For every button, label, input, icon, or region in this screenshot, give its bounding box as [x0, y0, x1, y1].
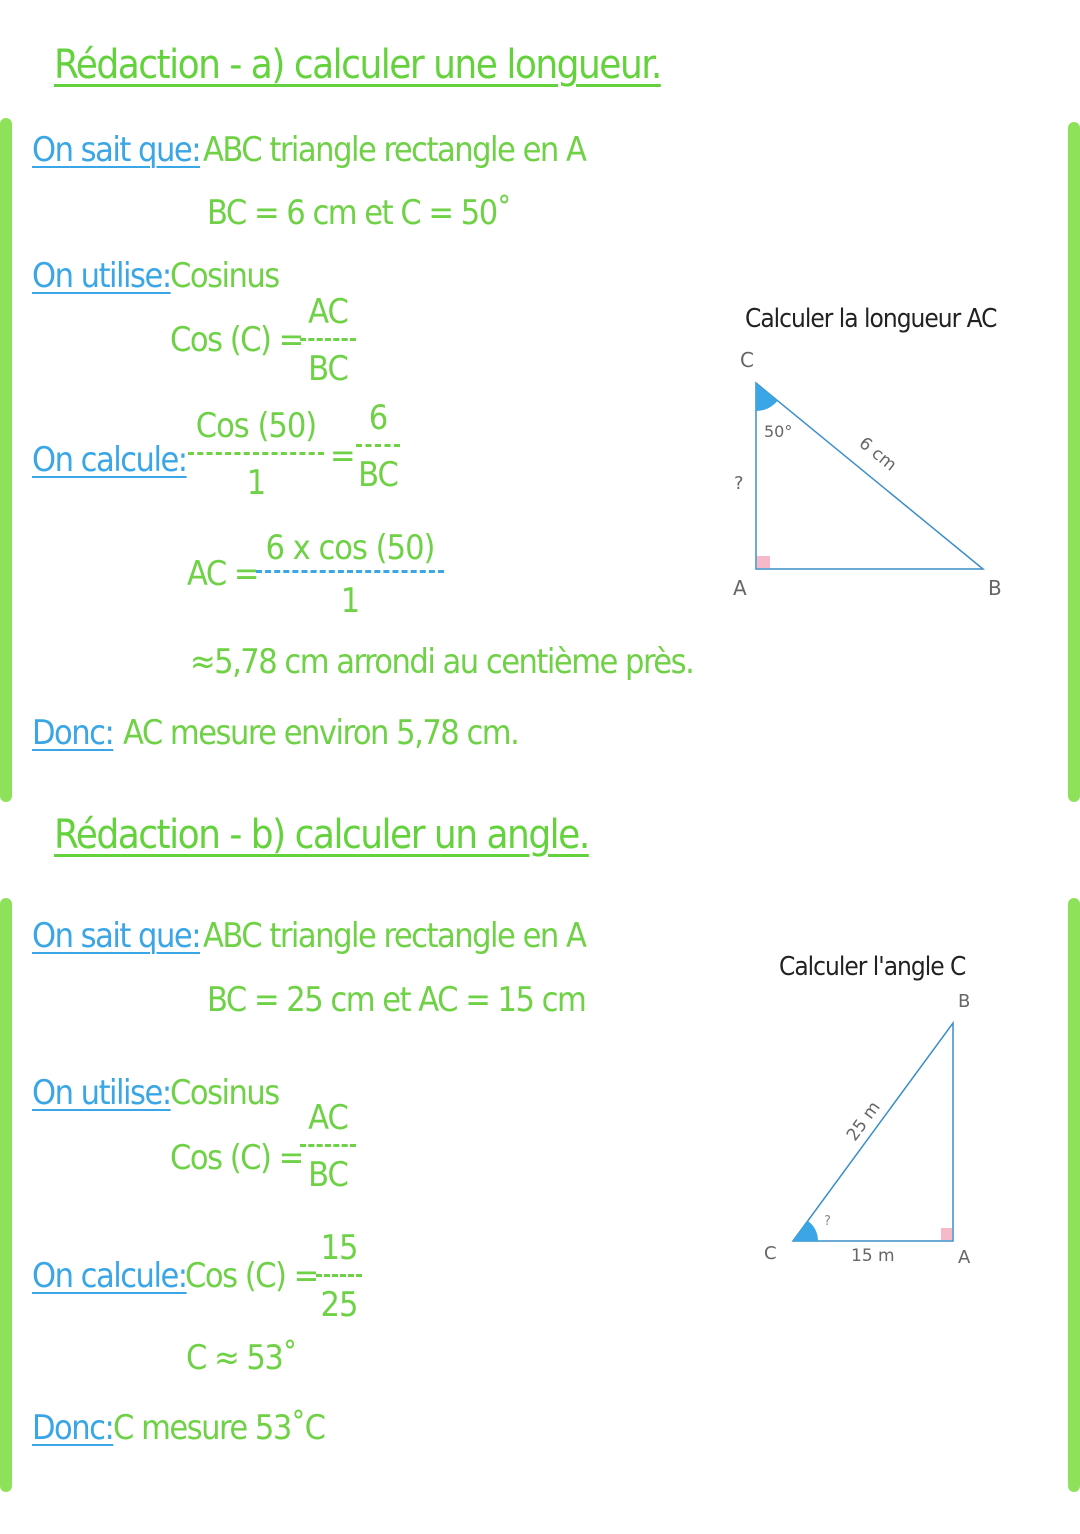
calcule-label: On calcule: — [32, 440, 187, 480]
formula-num: AC — [308, 1098, 348, 1138]
label-a: A — [958, 1247, 971, 1268]
calc-left-den: 1 — [246, 463, 266, 503]
sait-line2: BC = 6 cm et C = 50˚ — [207, 193, 511, 233]
sait-line2: BC = 25 cm et AC = 15 cm — [207, 980, 586, 1020]
fraction-bar — [188, 452, 324, 455]
figure-a-title: Calculer la longueur AC — [745, 304, 997, 334]
unknown-label: ? — [734, 473, 744, 494]
fraction-bar — [256, 570, 444, 573]
sait-line1: ABC triangle rectangle en A — [203, 130, 586, 170]
donc-label: Donc: — [32, 1408, 114, 1448]
sait-label: On sait que: — [32, 916, 201, 956]
fraction-bar — [356, 444, 400, 447]
right-bar-bottom — [1068, 898, 1080, 1492]
utilise-label: On utilise: — [32, 256, 171, 296]
donc-label: Donc: — [32, 713, 114, 753]
label-c: C — [740, 348, 754, 372]
right-bar-top — [1068, 122, 1080, 802]
calc-num: 15 — [320, 1228, 358, 1268]
calcule-label: On calcule: — [32, 1256, 187, 1296]
ac-fraction — [256, 528, 444, 621]
label-b: B — [958, 991, 971, 1012]
calc-fraction — [316, 1228, 362, 1325]
formula-den: BC — [308, 1155, 348, 1195]
formula-den: BC — [308, 349, 348, 389]
calc-den: 25 — [320, 1285, 358, 1325]
label-b: B — [988, 576, 1002, 600]
figure-b-triangle — [752, 985, 992, 1275]
calc-prefix: Cos (C) = — [185, 1256, 318, 1296]
figure-b-title: Calculer l'angle C — [779, 952, 966, 982]
formula-num: AC — [308, 292, 348, 332]
section-a-title: Rédaction - a) calculer une longueur. — [54, 42, 661, 88]
calc-right-fraction — [356, 398, 400, 495]
sait-line1: ABC triangle rectangle en A — [203, 916, 586, 956]
formula-prefix: Cos (C) = — [170, 1138, 303, 1178]
donc-value: C mesure 53˚C — [113, 1408, 325, 1448]
section-b-title: Rédaction - b) calculer un angle. — [54, 812, 589, 858]
ac-den: 1 — [340, 581, 360, 621]
approx-result: ≈5,78 cm arrondi au centième près. — [190, 642, 694, 682]
adj-label: 15 m — [851, 1246, 895, 1266]
figure-a-triangle — [720, 345, 1040, 615]
label-a: A — [733, 576, 747, 600]
formula-fraction — [300, 1098, 356, 1195]
ac-num: 6 x cos (50) — [265, 528, 435, 568]
left-bar-bottom — [0, 898, 12, 1492]
unknown-label: ? — [824, 1214, 831, 1229]
hyp-label: 6 cm — [854, 433, 901, 476]
label-c: C — [764, 1243, 777, 1264]
sait-label: On sait que: — [32, 130, 201, 170]
utilise-value: Cosinus — [170, 1073, 279, 1113]
angle-label: 50° — [764, 422, 793, 441]
left-bar-top — [0, 118, 12, 802]
right-angle-marker — [941, 1228, 952, 1240]
formula-prefix: Cos (C) = — [170, 320, 303, 360]
utilise-label: On utilise: — [32, 1073, 171, 1113]
fraction-bar — [300, 1144, 356, 1147]
right-angle-marker — [757, 556, 770, 568]
donc-value: AC mesure environ 5,78 cm. — [123, 713, 519, 753]
fraction-bar — [300, 338, 356, 341]
ac-prefix: AC = — [187, 554, 259, 594]
calc-left-num: Cos (50) — [195, 406, 317, 446]
calc-right-den: BC — [358, 455, 398, 495]
angle-c-marker — [756, 383, 778, 411]
utilise-value: Cosinus — [170, 256, 279, 296]
calc-left-fraction — [188, 406, 324, 503]
formula-fraction — [300, 292, 356, 389]
approx-result: C ≈ 53˚ — [186, 1338, 297, 1378]
calc-right-num: 6 — [368, 398, 388, 438]
fraction-bar — [316, 1274, 362, 1277]
hyp-label: 25 m — [842, 1097, 885, 1145]
calc-equals: = — [330, 436, 355, 476]
